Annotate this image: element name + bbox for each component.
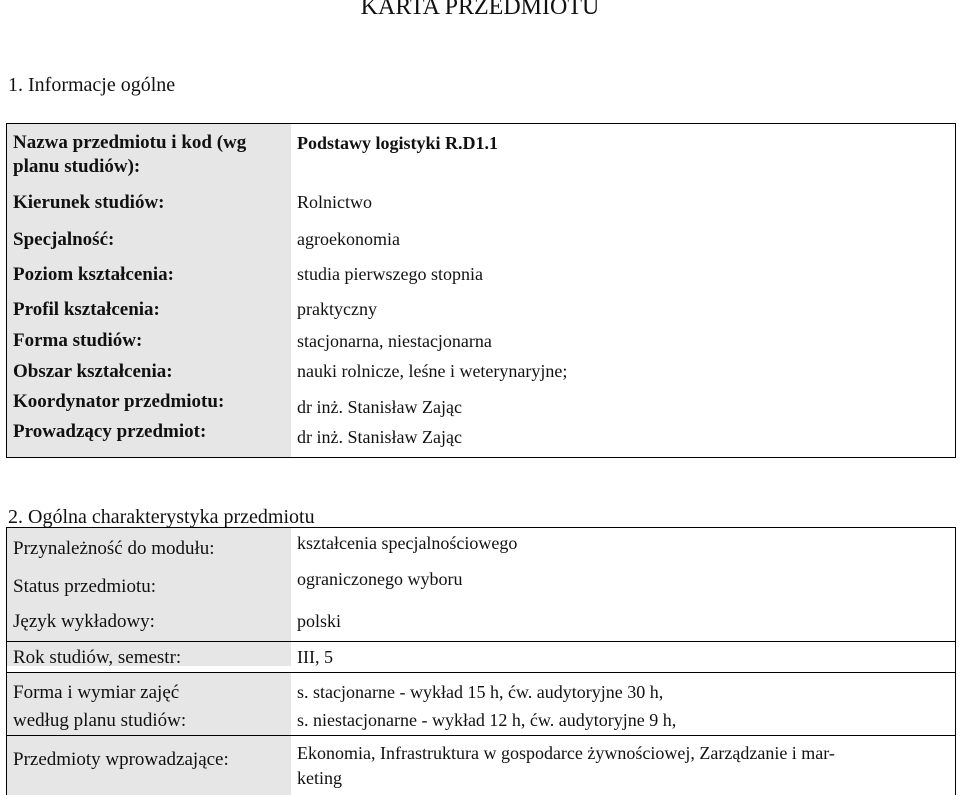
value-status: ograniczonego wyboru	[297, 569, 463, 589]
section-1-heading: 1. Informacje ogólne	[8, 74, 176, 96]
page-title: KARTA PRZEDMIOTU	[360, 0, 600, 20]
label-class-form-cont: według planu studiów:	[13, 710, 187, 731]
value-coordinator: dr inż. Stanisław Zając	[297, 397, 462, 417]
value-study-form: stacjonarna, niestacjonarna	[297, 331, 492, 351]
label-study-form: Forma studiów:	[13, 330, 143, 351]
value-subject-name: Podstawy logistyki R.D1.1	[297, 133, 499, 153]
value-class-form-stationary: s. stacjonarne - wykład 15 h, ćw. audytoryjne 30 h,	[297, 682, 664, 702]
value-instructor: dr inż. Stanisław Zając	[297, 427, 462, 447]
value-language: polski	[297, 611, 342, 631]
general-info-table	[6, 123, 956, 458]
value-module: kształcenia specjalnościowego	[297, 533, 518, 553]
label-education-area: Obszar kształcenia:	[13, 361, 173, 382]
divider	[7, 641, 955, 642]
label-specialty: Specjalność:	[13, 229, 115, 250]
label-subject-name-cont: planu studiów):	[13, 156, 141, 177]
value-specialty: agroekonomia	[297, 229, 400, 249]
label-education-profile: Profil kształcenia:	[13, 299, 160, 320]
value-education-area: nauki rolnicze, leśne i weterynaryjne;	[297, 361, 568, 381]
section-2-heading: 2. Ogólna charakterystyka przedmiotu	[8, 506, 315, 528]
label-coordinator: Koordynator przedmiotu:	[13, 391, 225, 412]
label-education-level: Poziom kształcenia:	[13, 264, 174, 285]
label-field-of-study: Kierunek studiów:	[13, 192, 165, 213]
value-class-form-extramural: s. niestacjonarne - wykład 12 h, ćw. audytoryjne 9 h,	[297, 710, 677, 730]
label-class-form: Forma i wymiar zajęć	[13, 682, 180, 703]
label-year-semester: Rok studiów, semestr:	[13, 647, 182, 668]
label-module: Przynależność do modułu:	[13, 538, 215, 559]
value-prerequisites-cont: keting	[297, 768, 342, 788]
value-education-profile: praktyczny	[297, 299, 377, 319]
label-prerequisites: Przedmioty wprowadzające:	[13, 749, 229, 770]
value-field-of-study: Rolnictwo	[297, 192, 372, 212]
label-subject-name: Nazwa przedmiotu i kod (wg	[13, 132, 247, 153]
label-language: Język wykładowy:	[13, 611, 155, 632]
label-status: Status przedmiotu:	[13, 576, 157, 597]
value-prerequisites: Ekonomia, Infrastruktura w gospodarce żywnościowej, Zarządzanie i mar-	[297, 743, 835, 763]
label-instructor: Prowadzący przedmiot:	[13, 421, 207, 442]
value-education-level: studia pierwszego stopnia	[297, 264, 483, 284]
value-year-semester: III, 5	[297, 647, 333, 667]
characteristics-table	[6, 527, 956, 795]
